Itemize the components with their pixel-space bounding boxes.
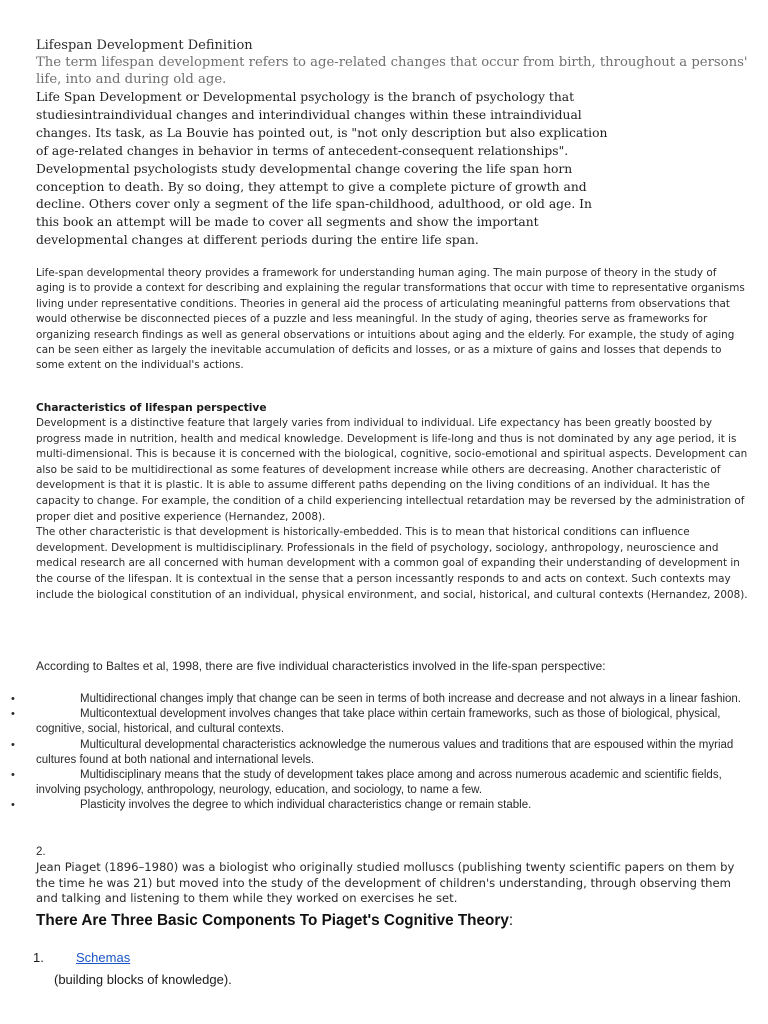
list-item-text: Multicontextual development involves changes that take place within certain frameworks, such as those of biological, physical, cognitive, social, historical, and cultural contexts.	[36, 708, 721, 736]
list-number: 1.	[33, 950, 44, 965]
piaget-heading-text: There Are Three Basic Components To Piaget's Cognitive Theory	[36, 912, 509, 929]
list-item	[0, 768, 748, 798]
baltes-intro-text: According to Baltes et al, 1998, there are five individual characteristics involved in the life-span perspective:	[36, 659, 606, 673]
bullet-icon: •	[11, 799, 15, 812]
piaget-heading	[36, 911, 513, 931]
list-item	[0, 707, 748, 737]
list-item-text: Multidirectional changes imply that change can be seen in terms of both increase and decrease and not always in a linear fashion.	[80, 693, 742, 705]
developmental-psychology-paragraph: Life Span Development or Developmental psychology is the branch of psychology that studiesintraindividual changes and interindividual changes within these intraindividual changes. Its task, as La Bouvie has pointed out, is "not only description but also explication of age-related changes in behavior in terms of antecedent-consequent relationships". Developmental psychologists study developmental change covering the life span horn conception to death. By so doing, they attempt to give a complete picture of growth and decline. Others cover only a segment of the life span-childhood, adulthood, or old age. In this book an attempt will be made to cover all segments and show the important developmental changes at different periods during the entire life span.	[36, 90, 608, 248]
bullet-icon: •	[11, 693, 15, 705]
characteristics-paragraph-1: Development is a distinctive feature that largely varies from individual to individual. Life expectancy has been greatly boosted by progress made in nutrition, health and medical knowledge. Development is life-long and thus is not dominated by any age period, it is multi-dimensional. This is because it is concerned with the biological, cognitive, socio-emotional and spiritual aspects. Development can also be said to be multidirectional as some features of development increase while others are decreasing. Another characteristic of development is that it is plastic. It is able to assume different paths depending on the living conditions of an individual. It has the capacity to change. For example, the condition of a child experiencing intellectual retardation may be reversed by the administration of proper diet and positive experience (Hernandez, 2008).	[36, 417, 748, 523]
section-number: 2.	[36, 846, 46, 858]
list-item-text: Plasticity involves the degree to which individual characteristics change or remain stable.	[80, 799, 532, 812]
page-title: Lifespan Development Definition	[36, 38, 253, 53]
piaget-heading-colon: :	[508, 912, 514, 929]
characteristics-heading: Characteristics of lifespan perspective	[36, 402, 267, 414]
list-item-text: Multicultural developmental characteristics acknowledge the numerous values and traditions that are espoused within the myriad cultures found at both national and international levels.	[36, 738, 734, 766]
list-item-text: Multidisciplinary means that the study of development takes place among and across numerous academic and scientific fields, involving psychology, anthropology, neurology, education, and sociology, to name a few.	[36, 769, 722, 797]
list-item	[0, 738, 748, 768]
definition-paragraph: The term lifespan development refers to age-related changes that occur from birth, throughout a persons' life, into and during old age.	[36, 55, 748, 87]
bullet-icon: •	[11, 738, 15, 751]
schemas-description: (building blocks of knowledge).	[54, 972, 232, 987]
list-item	[0, 798, 748, 813]
bullet-icon: •	[11, 708, 15, 721]
piaget-paragraph: Jean Piaget (1896–1980) was a biologist who originally studied molluscs (publishing twenty scientific papers on them by the time he was 21) but moved into the study of the development of children's understanding, through observing them and talking and listening to them while they worked on exercises he set.	[36, 860, 735, 905]
schemas-link[interactable]: Schemas	[76, 950, 131, 965]
lifespan-theory-paragraph: Life-span developmental theory provides a framework for understanding human aging. The main purpose of theory in the study of aging is to provide a context for describing and explaining the regular transformations that occur with time to representative organisms living under representative conditions. Theories in general aid the process of articulating meaningful patterns from observations that would otherwise be disconnected pieces of a puzzle and less meaningful. In the study of aging, theories serve as frameworks for organizing research findings as well as general observations or intuitions about aging and the elderly. For example, the study of aging can be seen either as largely the inevitable accumulation of deficits and losses, or as a mixture of gains and losses that depends to some extent on the individual's actions.	[36, 267, 745, 372]
bullet-icon: •	[11, 769, 15, 782]
characteristics-body	[36, 416, 748, 603]
characteristics-list	[0, 692, 748, 814]
list-item	[0, 692, 748, 707]
characteristics-paragraph-2: The other characteristic is that development is historically-embedded. This is to mean that historical conditions can influence development. Development is multidisciplinary. Professionals in the field of psychology, sociology, anthropology, neuroscience and medical research are all concerned with human development with a common goal of expanding their understanding of development in the course of the lifespan. It is contextual in the sense that a person incessantly responds to and acts on context. Such contexts may include the biological constitution of an individual, physical environment, and social, historical, and cultural contexts (Hernandez, 2008).	[36, 526, 748, 601]
